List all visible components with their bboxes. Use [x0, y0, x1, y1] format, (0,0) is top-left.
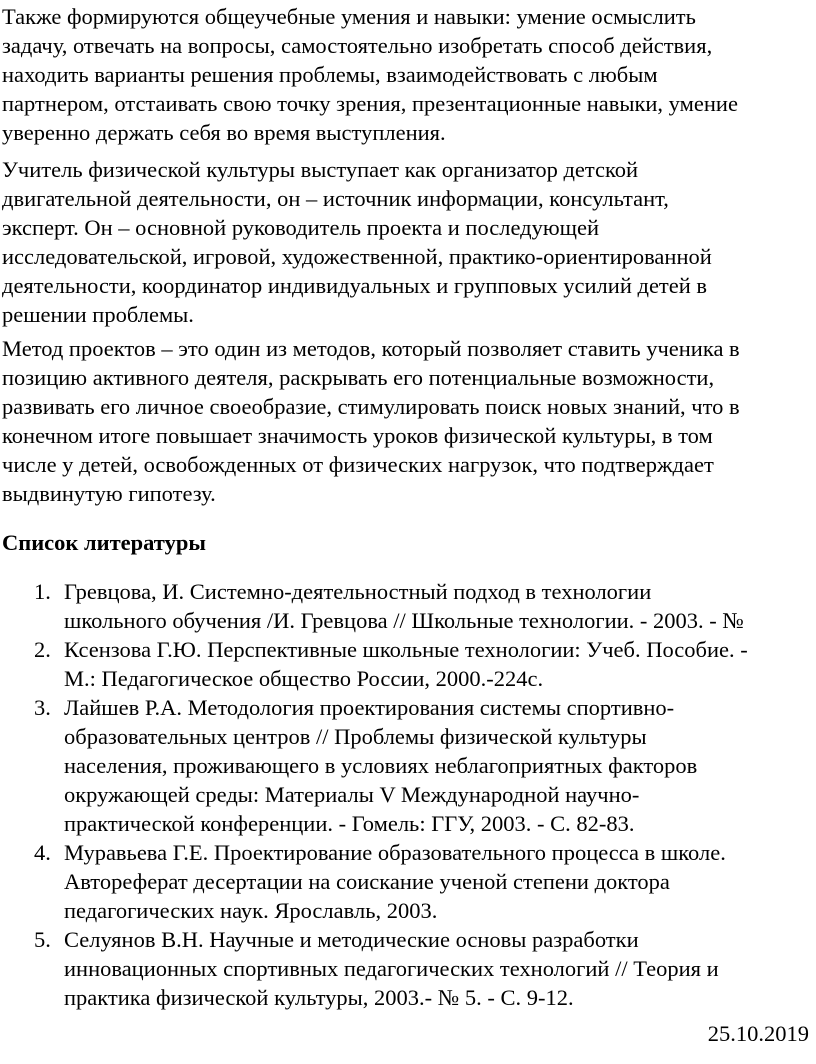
reference-item	[0, 925, 816, 1012]
text-line: Учитель физической культуры выступает как организатор детской	[2, 157, 639, 182]
reference-text	[64, 635, 816, 693]
reference-text	[64, 693, 816, 838]
paragraph-project-method	[2, 334, 814, 508]
text-line: исследовательской, игровой, художественной, практико-ориентированной	[2, 244, 712, 269]
text-line: инновационных спортивных педагогических технологий // Теория и	[64, 956, 719, 981]
text-line: позицию активного деятеля, раскрывать его потенциальные возможности,	[2, 365, 715, 390]
text-line: Лайшев Р.А. Методология проектирования системы спортивно-	[64, 695, 675, 720]
text-line: партнером, отстаивать свою точку зрения, презентационные навыки, умение	[2, 91, 738, 116]
text-line: Также формируются общеучебные умения и навыки: умение осмыслить	[2, 4, 696, 29]
text-line: конечном итоге повышает значимость уроков физической культуры, в том	[2, 423, 713, 448]
text-line: окружающей среды: Материалы V Международной научно-	[64, 782, 640, 807]
text-line: числе у детей, освобожденных от физических нагрузок, что подтверждает	[2, 452, 714, 477]
text-line: двигательной деятельности, он – источник информации, консультант,	[2, 186, 669, 211]
text-line: педагогических наук. Ярославль, 2003.	[64, 898, 438, 923]
reference-item	[0, 635, 816, 693]
reference-item	[0, 693, 816, 838]
text-line: Автореферат десертации на соискание ученой степени доктора	[64, 869, 670, 894]
reference-number: 5.	[34, 927, 51, 952]
text-line: развивать его личное своеобразие, стимулировать поиск новых знаний, что в	[2, 394, 740, 419]
references-heading: Список литературы	[2, 530, 206, 555]
text-line: образовательных центров // Проблемы физической культуры	[64, 724, 647, 749]
text-line: Гревцова, И. Системно-деятельностный подход в технологии	[64, 579, 652, 604]
paragraph-general-skills	[2, 2, 814, 147]
reference-number: 4.	[34, 840, 51, 865]
text-line: школьного обучения /И. Гревцова // Школьные технологии. - 2003. - №	[64, 608, 744, 633]
text-line: М.: Педагогическое общество России, 2000.-224с.	[64, 666, 544, 691]
text-line: Ксензова Г.Ю. Перспективные школьные технологии: Учеб. Пособие. -	[64, 637, 748, 662]
text-line: задачу, отвечать на вопросы, самостоятельно изобретать способ действия,	[2, 33, 713, 58]
reference-number: 2.	[34, 637, 51, 662]
text-line: практической конференции. - Гомель: ГГУ, 2003. - С. 82-83.	[64, 811, 635, 836]
text-line: эксперт. Он – основной руководитель проекта и последующей	[2, 215, 600, 240]
text-line: Селуянов В.Н. Научные и методические основы разработки	[64, 927, 639, 952]
reference-text	[64, 838, 816, 925]
text-line: Метод проектов – это один из методов, который позволяет ставить ученика в	[2, 336, 740, 361]
reference-text	[64, 925, 816, 1012]
text-line: деятельности, координатор индивидуальных и групповых усилий детей в	[2, 273, 708, 298]
text-line: выдвинутую гипотезу.	[2, 481, 216, 506]
text-line: Муравьева Г.Е. Проектирование образовательного процесса в школе.	[64, 840, 726, 865]
reference-item	[0, 577, 816, 635]
text-line: практика физической культуры, 2003.- № 5. - С. 9-12.	[64, 985, 574, 1010]
references-list	[0, 577, 816, 1012]
text-line: населения, проживающего в условиях неблагоприятных факторов	[64, 753, 698, 778]
document-date: 25.10.2019	[707, 1021, 809, 1046]
paragraph-teacher-role	[2, 155, 814, 329]
text-line: уверенно держать себя во время выступления.	[2, 120, 446, 145]
reference-number: 3.	[34, 695, 51, 720]
text-line: находить варианты решения проблемы, взаимодействовать с любым	[2, 62, 658, 87]
reference-number: 1.	[34, 579, 51, 604]
text-line: решении проблемы.	[2, 302, 194, 327]
reference-text	[64, 577, 816, 635]
reference-item	[0, 838, 816, 925]
